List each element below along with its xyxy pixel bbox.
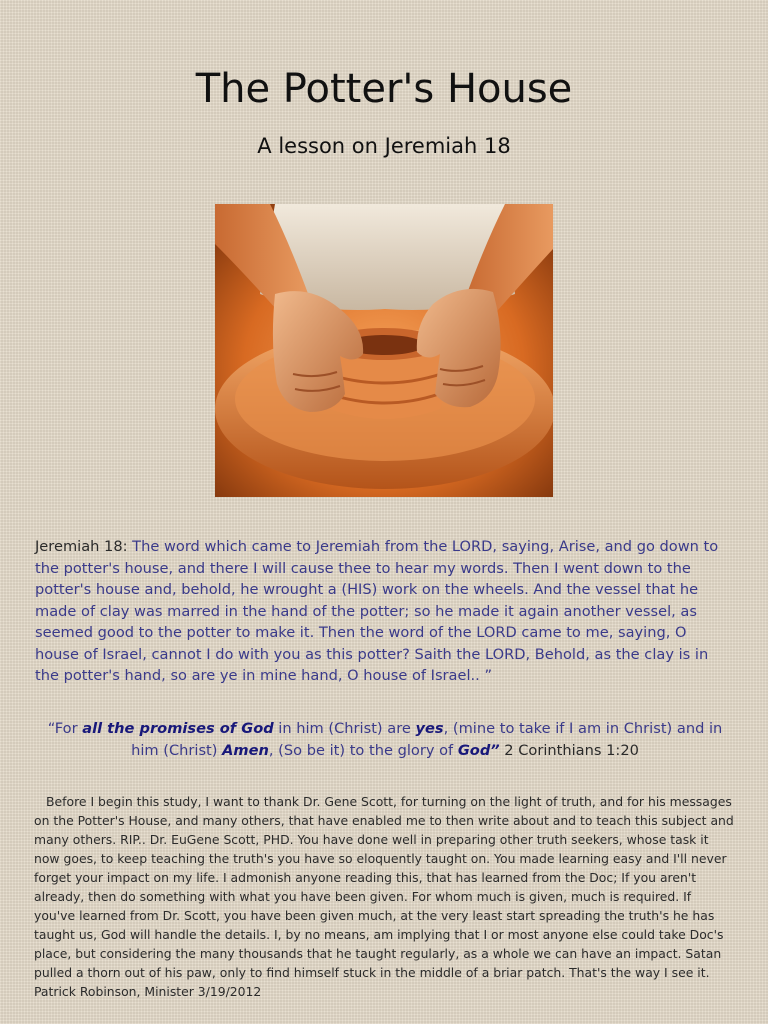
quote-text: , (So be it) to the glory of <box>268 741 458 759</box>
quote-text: , (mine to take if I am in Christ) and in him (Christ) <box>131 720 723 759</box>
quote-emphasis: Amen <box>222 741 269 759</box>
quote-emphasis: all the promises of God <box>82 720 274 737</box>
page-subtitle: A lesson on Jeremiah 18 <box>257 134 511 158</box>
quote-text: in him (Christ) are <box>273 720 416 737</box>
potter-hands-clay-photo <box>215 204 553 497</box>
promise-quote <box>35 718 735 761</box>
quote-emphasis: God” <box>457 741 500 759</box>
page-title: The Potter's House <box>195 66 573 112</box>
scripture-reference: Jeremiah 18: <box>35 538 128 555</box>
quote-reference: 2 Corinthians 1:20 <box>499 741 639 759</box>
quote-text: “For <box>47 720 83 737</box>
scripture-text: The word which came to Jeremiah from the LORD, saying, Arise, and go down to the potter's house, and there I will cause thee to hear my words. Then I went down to the potter's house and, behold, he wrought a (HIS) work on the wheels. And the vessel that he made of clay was marred in the hand of the potter; so he made it again another vessel, as seemed good to the potter to make it. Then the word of the LORD came to me, saying, O house of Israel, cannot I do with you as this potter? Saith the LORD, Behold, as the clay is in the potter's hand, so are ye in mine hand, O house of Israel.. ” <box>35 538 719 684</box>
introduction-paragraph: Before I begin this study, I want to thank Dr. Gene Scott, for turning on the light of truth, and for his messages on the Potter's House, and many others, that have enabled me to then write about and to teach this subject and many others. RIP.. Dr. EuGene Scott, PHD. You have done well in preparing other truth seekers, whose task it now goes, to keep teaching the truth's you have so eloquently taught on. You made learning easy and I'll never forget your impact on my life. I admonish anyone reading this, that has learned from the Doc; If you aren't already, then do something with what you have been given. For whom much is given, much is required. If you've learned from Dr. Scott, you have been given much, at the very least start spreading the truth's he has taught us, God will handle the details. I, by no means, am implying that I or most anyone else could take Doc's place, but considering the many thousands that he taught regularly, as a whole we can have an impact. Satan pulled a thorn out of his paw, only to find himself stuck in the middle of a briar patch. That's the way I see it. Patrick Robinson, Minister 3/19/2012 <box>34 794 734 999</box>
scripture-passage <box>35 536 735 687</box>
quote-emphasis: yes <box>415 720 444 737</box>
